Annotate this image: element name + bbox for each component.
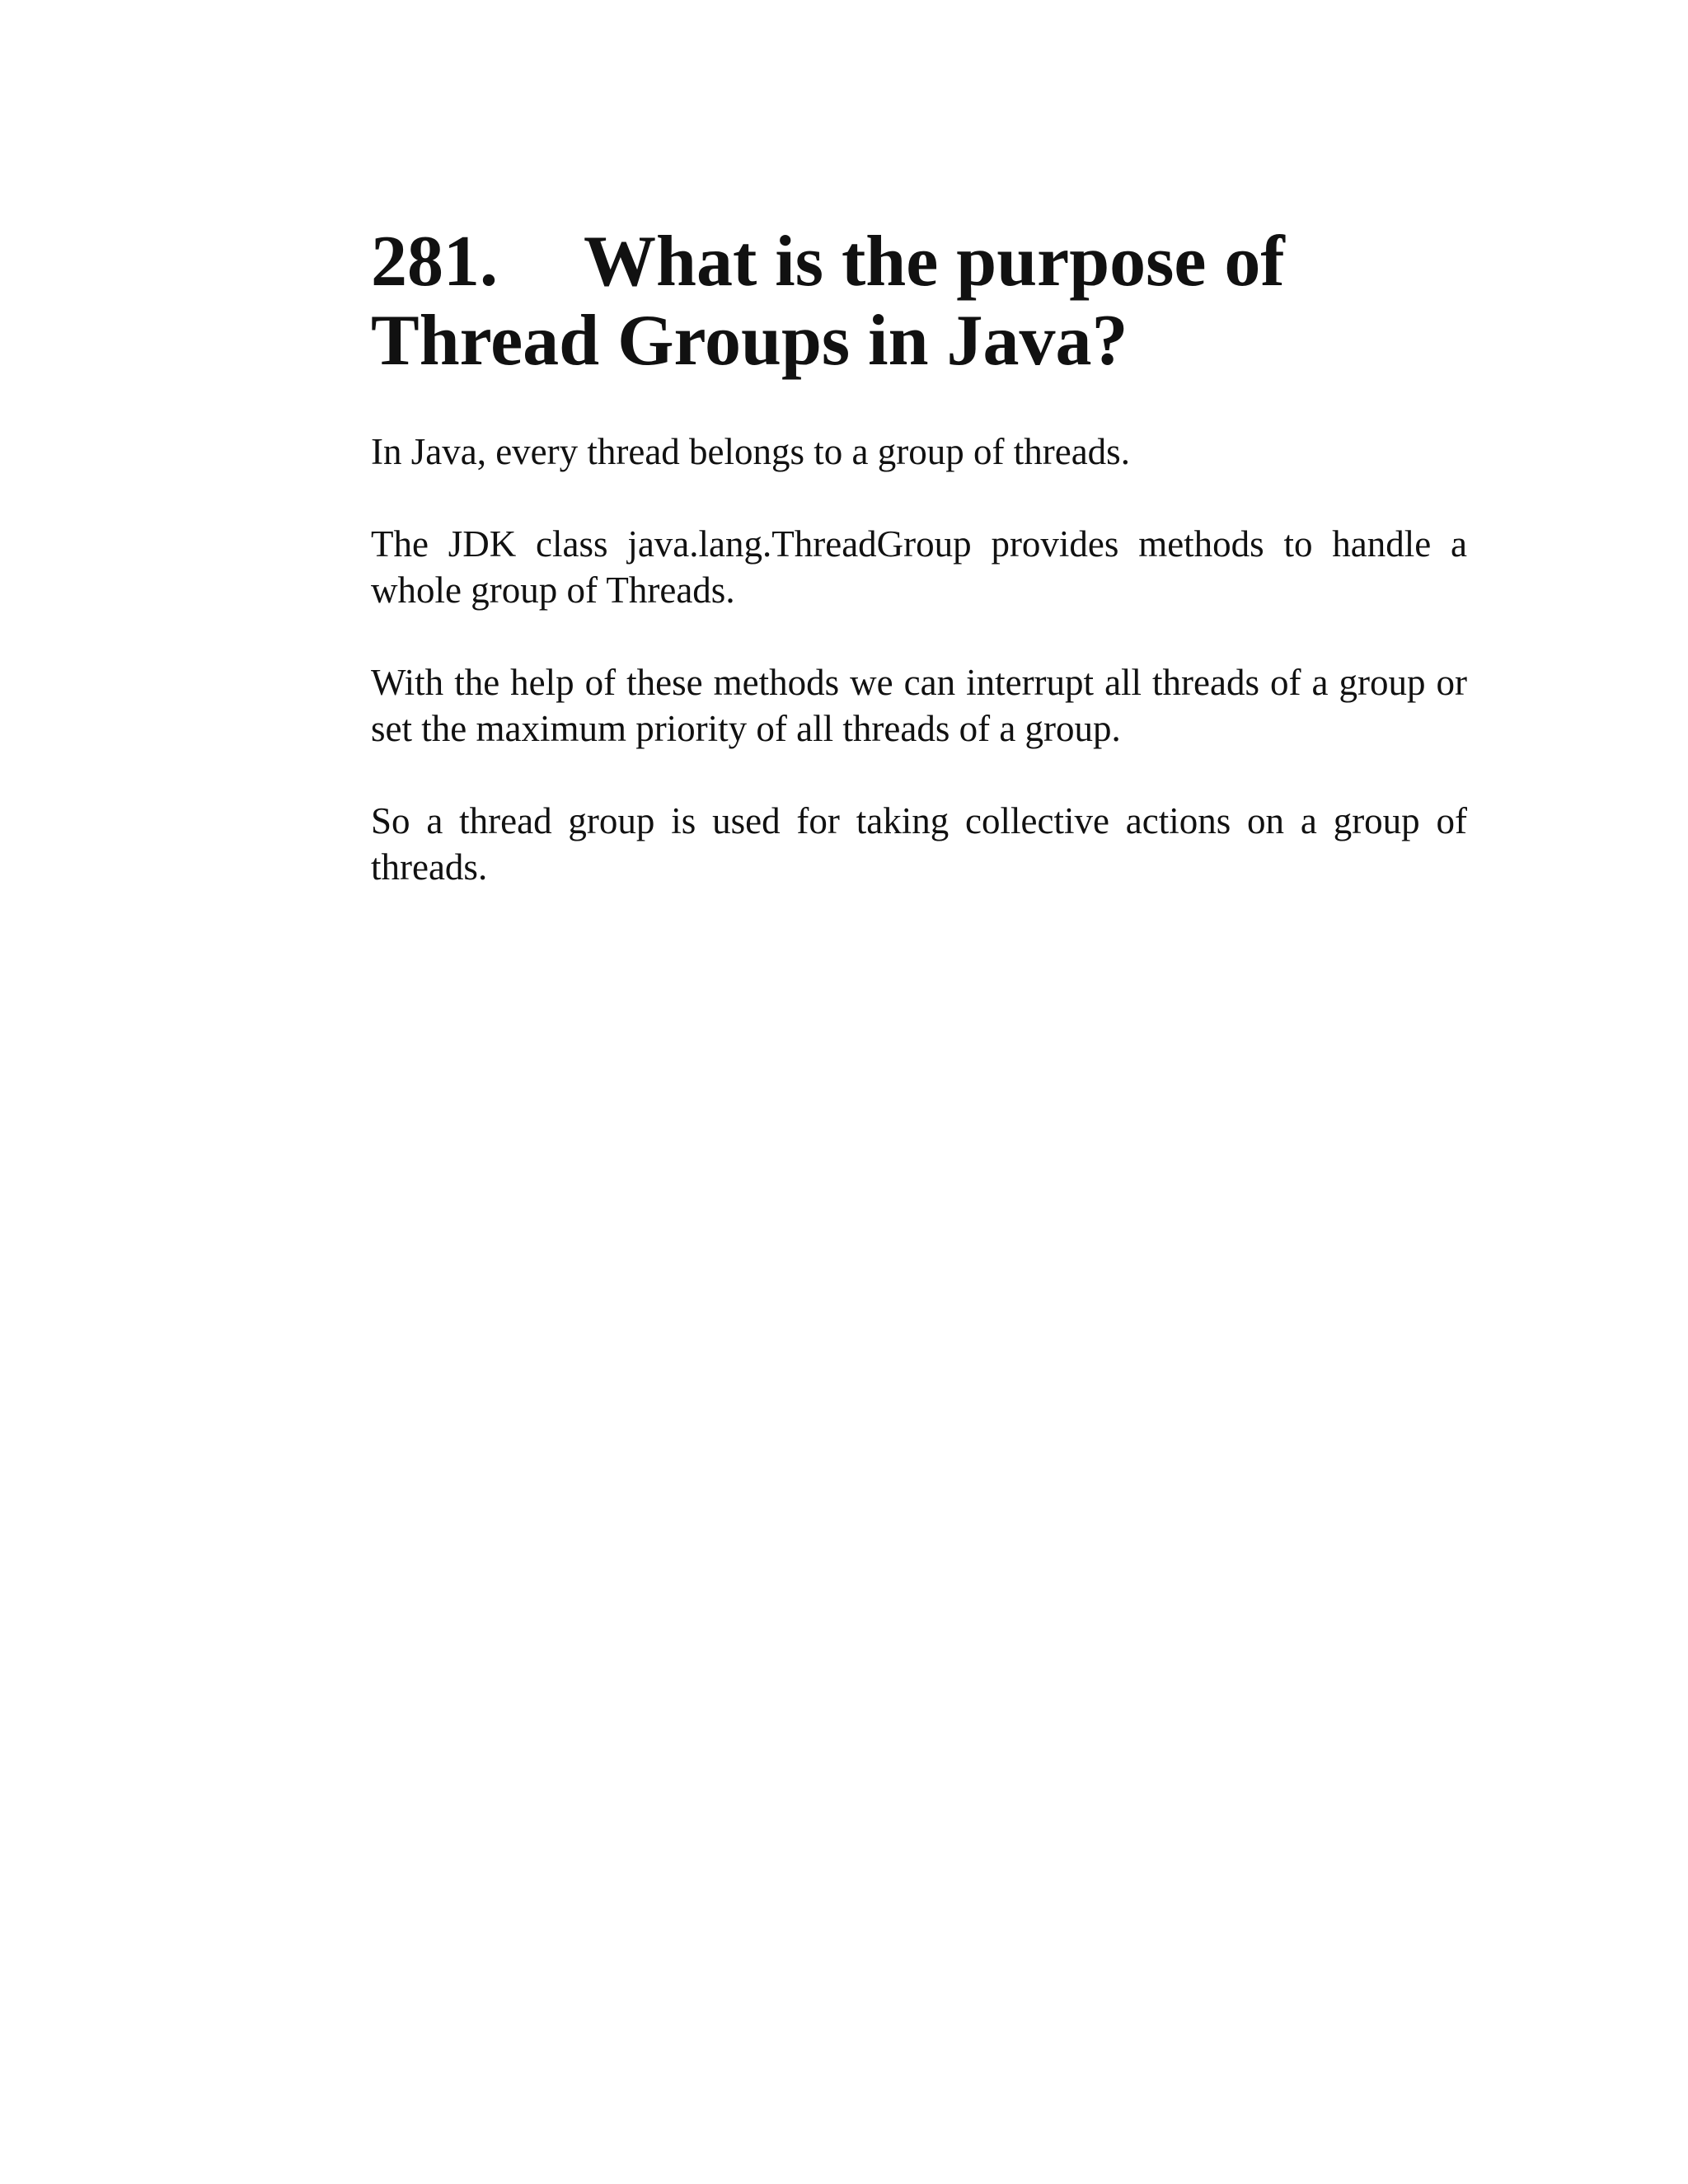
paragraph-2: The JDK class java.lang.ThreadGroup provides methods to handle a whole group of Threads.	[371, 523, 1467, 611]
question-title: What is the purpose of Thread Groups in Java?	[371, 222, 1285, 381]
page-content	[371, 223, 1467, 936]
paragraph-1: In Java, every thread belongs to a group of threads.	[371, 431, 1130, 472]
paragraph-3: With the help of these methods we can interrupt all threads of a group or set the maximum priority of all threads of a group.	[371, 662, 1467, 749]
paragraph-4: So a thread group is used for taking collective actions on a group of threads.	[371, 800, 1467, 888]
question-number: 281.	[371, 222, 498, 302]
question-heading	[371, 223, 1467, 381]
